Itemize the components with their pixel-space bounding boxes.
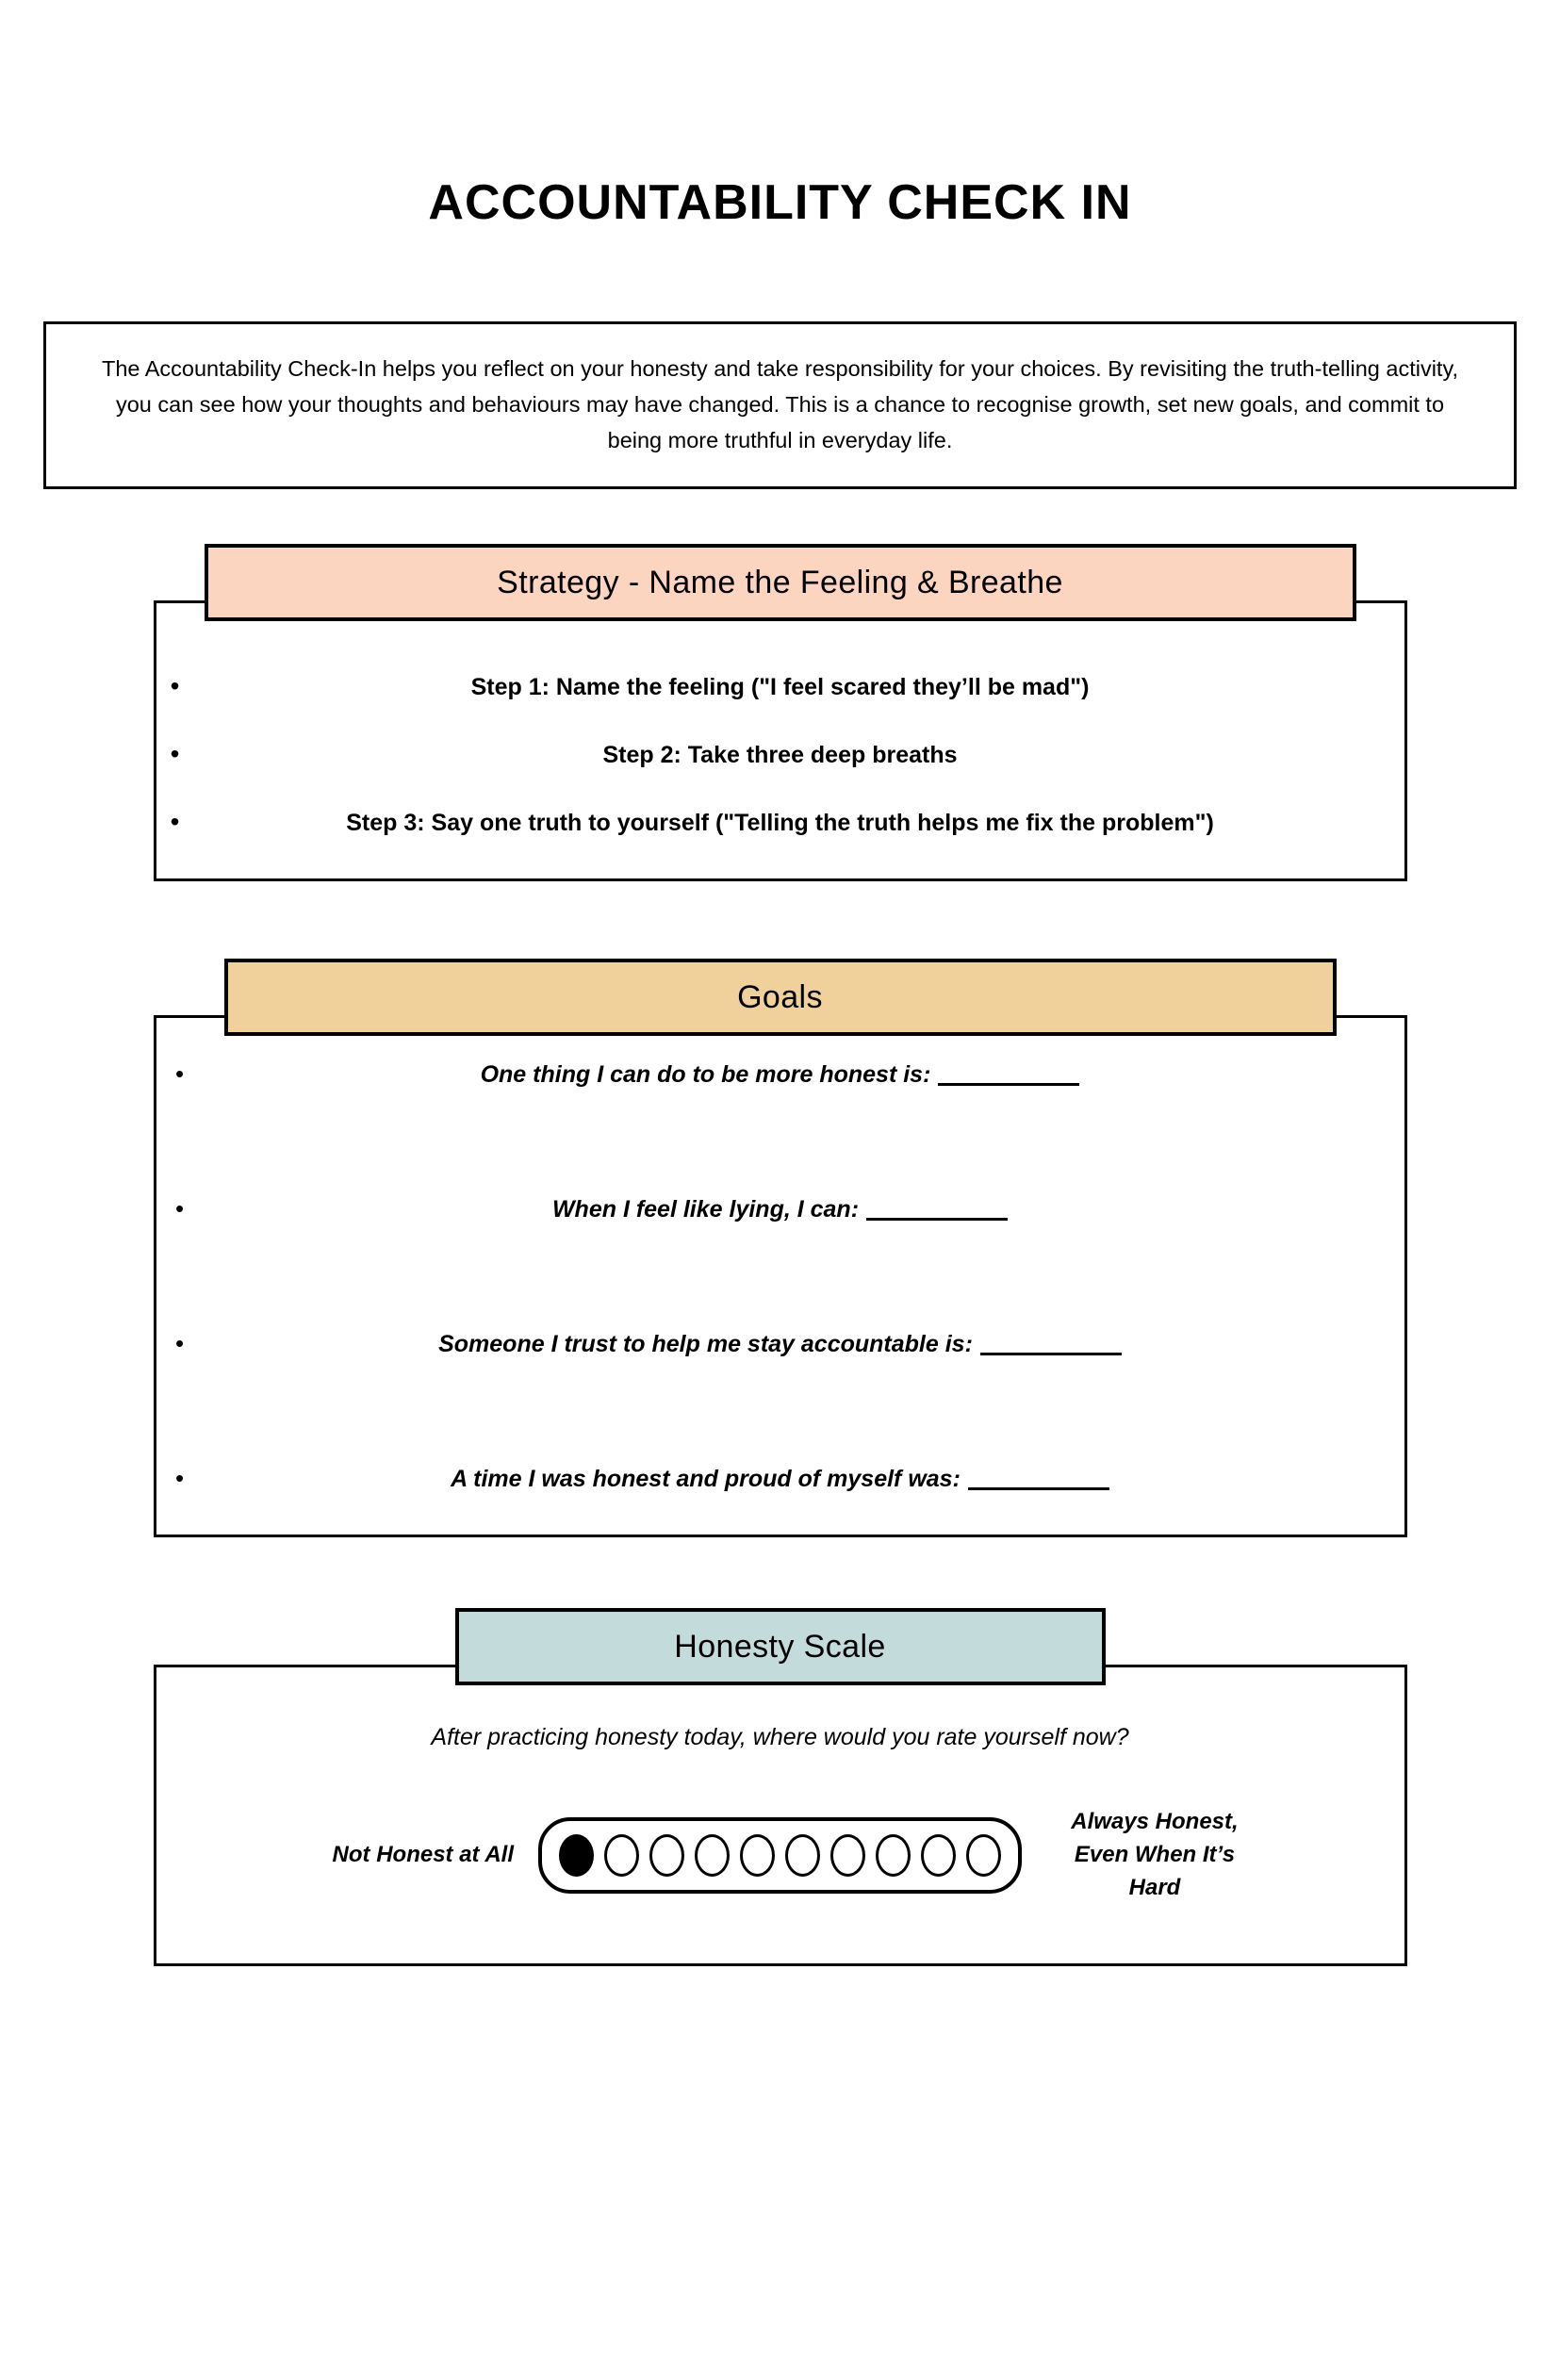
honesty-scale-body — [154, 1665, 1407, 1966]
goal-prompt-text: Someone I trust to help me stay accountable is: — [438, 1331, 973, 1358]
scale-point-7[interactable] — [830, 1834, 865, 1877]
bullet-icon: • — [170, 739, 180, 769]
list-item — [156, 1196, 1404, 1223]
scale-point-9[interactable] — [921, 1834, 956, 1877]
goal-prompt — [204, 1331, 1404, 1358]
goal-answer-blank[interactable] — [938, 1083, 1079, 1086]
goals-banner — [224, 959, 1337, 1036]
goal-prompt-text: A time I was honest and proud of myself was: — [451, 1466, 961, 1493]
strategy-section — [154, 544, 1407, 881]
page-title: ACCOUNTABILITY CHECK IN — [428, 175, 1132, 230]
goals-prompt-list — [156, 1061, 1404, 1493]
strategy-step-text: Step 1: Name the feeling ("I feel scared they’ll be mad") — [470, 674, 1090, 701]
strategy-step-list — [156, 673, 1404, 837]
scale-point-8[interactable] — [876, 1834, 911, 1877]
goal-prompt — [204, 1196, 1404, 1223]
scale-point-10[interactable] — [966, 1834, 1001, 1877]
bullet-icon: • — [174, 1059, 185, 1089]
goals-body — [154, 1015, 1407, 1537]
bullet-icon: • — [174, 1329, 185, 1358]
goal-prompt — [204, 1061, 1404, 1089]
strategy-banner-label: Strategy - Name the Feeling & Breathe — [497, 565, 1063, 601]
strategy-step-text: Step 2: Take three deep breaths — [602, 742, 958, 769]
scale-point-3[interactable] — [649, 1834, 684, 1877]
strategy-body — [154, 600, 1407, 881]
goal-prompt-text: When I feel like lying, I can: — [551, 1196, 860, 1223]
goal-answer-blank[interactable] — [980, 1353, 1122, 1355]
bullet-icon: • — [174, 1194, 185, 1223]
bullet-icon: • — [174, 1464, 185, 1493]
list-item — [156, 809, 1404, 837]
list-item — [156, 1331, 1404, 1358]
intro-text: The Accountability Check-In helps you reflect on your honesty and take responsibility for your choices. By revisiting the truth-telling activity, you can see how your thoughts and behaviours may have changed. This is a chance to recognise growth, set new goals, and commit to being more truthful in everyday life. — [102, 356, 1458, 453]
scale-point-1[interactable] — [559, 1834, 594, 1877]
goal-answer-blank[interactable] — [866, 1218, 1008, 1221]
scale-point-4[interactable] — [695, 1834, 730, 1877]
bullet-icon: • — [170, 671, 180, 701]
list-item — [156, 673, 1404, 701]
honesty-scale-row — [185, 1806, 1376, 1904]
goal-prompt — [204, 1466, 1404, 1493]
strategy-banner — [205, 544, 1356, 621]
honesty-scale-banner-label: Honesty Scale — [674, 1629, 886, 1666]
goal-answer-blank[interactable] — [968, 1487, 1109, 1490]
honesty-scale-section — [154, 1608, 1407, 1966]
bullet-icon: • — [170, 807, 180, 837]
scale-point-5[interactable] — [740, 1834, 775, 1877]
goals-banner-label: Goals — [737, 979, 823, 1016]
list-item — [156, 741, 1404, 769]
honesty-scale-question: After practicing honesty today, where would you rate yourself now? — [431, 1724, 1129, 1751]
strategy-step-text: Step 3: Say one truth to yourself ("Telling the truth helps me fix the problem") — [346, 810, 1214, 837]
goals-section — [154, 959, 1407, 1537]
honesty-scale-track[interactable] — [538, 1817, 1022, 1894]
scale-point-2[interactable] — [604, 1834, 639, 1877]
honesty-scale-banner — [455, 1608, 1106, 1685]
scale-left-label: Not Honest at All — [332, 1841, 514, 1867]
list-item — [156, 1061, 1404, 1089]
scale-right-label: Always Honest, Even When It’s Hard — [1071, 1809, 1239, 1900]
worksheet-page — [0, 174, 1560, 2380]
scale-point-6[interactable] — [785, 1834, 820, 1877]
goal-prompt-text: One thing I can do to be more honest is: — [480, 1061, 931, 1089]
intro-box — [43, 321, 1517, 489]
list-item — [156, 1466, 1404, 1493]
